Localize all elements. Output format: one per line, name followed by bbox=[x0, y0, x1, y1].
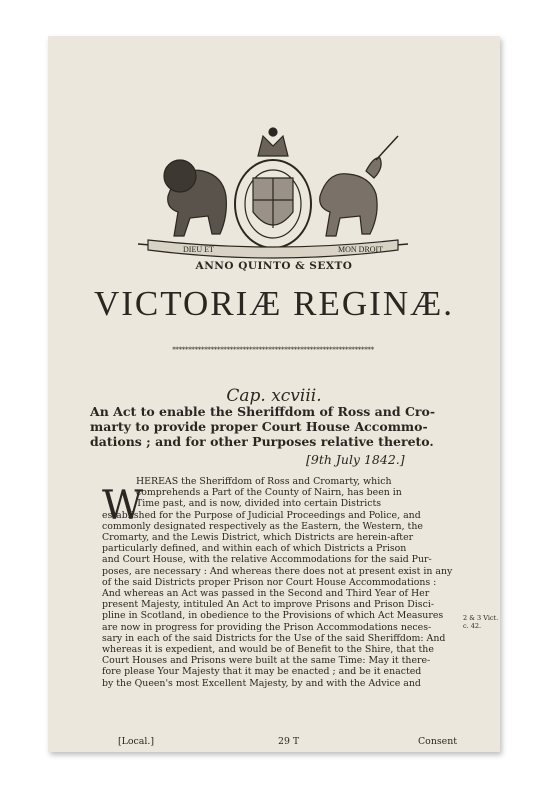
body-line: fore please Your Majesty that it may be enacted ; and be it enacted bbox=[102, 666, 422, 678]
document-page bbox=[48, 36, 500, 752]
asterisk-rule: *************************************************************** bbox=[172, 346, 374, 354]
act-title-line: dations ; and for other Purposes relative thereto. bbox=[90, 434, 434, 449]
body-line: particularly defined, and within each of which Districts a Prison bbox=[102, 543, 407, 555]
margin-note-line: 2 & 3 Vict. bbox=[463, 614, 499, 622]
act-title-line: An Act to enable the Sheriffdom of Ross and Cro- bbox=[90, 404, 436, 419]
motto-right: MON DROIT bbox=[338, 245, 384, 254]
body-line: whereas it is expedient, and would be of Benefit to the Shire, that the bbox=[102, 644, 434, 655]
body-line: sary in each of the said Districts for the Use of the said Sheriffdom: And bbox=[102, 632, 446, 644]
body-line: poses, are necessary : And whereas there does not at present exist in any bbox=[102, 565, 453, 577]
reign-title: VICTORIÆ REGINÆ. bbox=[94, 284, 454, 323]
body-line: HEREAS the Sheriffdom of Ross and Cromarty, which bbox=[136, 476, 392, 487]
body-line: by the Queen's most Excellent Majesty, by and with the Advice and bbox=[102, 677, 421, 689]
body-line: Cromarty, and the Lewis District, which Districts are herein-after bbox=[102, 532, 414, 543]
body-line: established for the Purpose of Judicial Proceedings and Police, and bbox=[102, 509, 421, 521]
footer-catchword: Consent bbox=[418, 736, 458, 747]
drop-cap: W bbox=[102, 483, 144, 529]
body-line: And whereas an Act was passed in the Second and Third Year of Her bbox=[102, 588, 430, 599]
body-line: comprehends a Part of the County of Nairn, has been in bbox=[136, 487, 402, 499]
body-line: are now in progress for providing the Prison Accommodations neces- bbox=[102, 621, 432, 633]
body-line: and Court House, with the relative Accommodations for the said Pur- bbox=[102, 554, 432, 566]
regnal-year: ANNO QUINTO & SEXTO bbox=[195, 260, 353, 272]
body-line: Court Houses and Prisons were built at the same Time: May it there- bbox=[102, 655, 431, 667]
act-date: [9th July 1842.] bbox=[306, 452, 405, 467]
body-line: present Majesty, intituled An Act to improve Prisons and Prison Disci- bbox=[102, 599, 435, 611]
footer-signature: 29 T bbox=[278, 736, 300, 747]
footer-local: [Local.] bbox=[118, 736, 155, 747]
motto-left: DIEU ET bbox=[183, 245, 214, 254]
body-line: of the said Districts proper Prison nor Court House Accommodations : bbox=[102, 576, 437, 588]
body-line: commonly designated respectively as the Eastern, the Western, the bbox=[102, 520, 423, 532]
body-line: Time past, and is now, divided into certain Districts bbox=[136, 498, 382, 510]
chapter-number: Cap. xcviii. bbox=[226, 386, 322, 406]
body-line: pline in Scotland, in obedience to the Provisions of which Act Measures bbox=[102, 610, 444, 622]
margin-note-line: c. 42. bbox=[463, 622, 482, 630]
royal-coat-of-arms-icon bbox=[108, 116, 438, 266]
act-title-line: marty to provide proper Court House Accommo- bbox=[90, 419, 428, 434]
